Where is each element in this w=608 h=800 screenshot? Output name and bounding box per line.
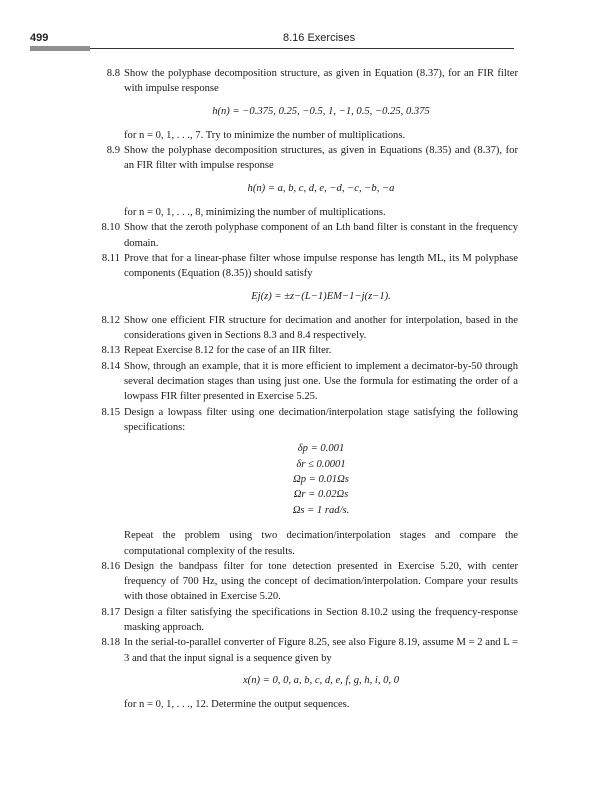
exercise-8-13 — [86, 343, 518, 358]
exercise-text: Show the polyphase decomposition structure, as given in Equation (8.37), for an FIR filter with impulse response — [124, 68, 518, 95]
exercise-text: Show one efficient FIR structure for decimation and another for interpolation, based in the considerations given in Sections 8.3 and 8.4 respectively. — [124, 314, 518, 342]
specification-list — [124, 441, 518, 518]
spec-line: Ωr = 0.02Ωs — [293, 489, 349, 501]
exercise-text: Repeat Exercise 8.12 for the case of an IIR filter. — [124, 345, 332, 357]
exercise-number: 8.14 — [101, 360, 120, 372]
spec-line: Ωs = 1 rad/s. — [292, 504, 350, 516]
exercise-number: 8.12 — [101, 314, 120, 326]
exercise-continuation: for n = 0, 1, . . ., 8, minimizing the number of multiplications. — [124, 207, 386, 219]
header-tab-bar — [30, 46, 90, 51]
exercise-8-12 — [86, 313, 518, 344]
exercise-8-10 — [86, 220, 518, 251]
exercise-8-16 — [86, 559, 518, 605]
exercise-number: 8.9 — [106, 145, 120, 157]
equation: h(n) = a, b, c, d, e, −d, −c, −b, −a — [247, 182, 395, 194]
equation: x(n) = 0, 0, a, b, c, d, e, f, g, h, i, 0, 0 — [242, 674, 400, 686]
page-number: 499 — [30, 32, 49, 44]
exercise-text: In the serial-to-parallel converter of Figure 8.25, see also Figure 8.19, assume M = 2 and L = 3 and that the input signal is a sequence given by — [124, 637, 518, 664]
exercise-number: 8.8 — [106, 68, 120, 79]
exercise-continuation: for n = 0, 1, . . ., 12. Determine the output sequences. — [124, 699, 350, 711]
spec-line: δp = 0.001 — [297, 443, 345, 455]
equation: h(n) = −0.375, 0.25, −0.5, 1, −1, 0.5, −0.25, 0.375 — [212, 105, 430, 117]
exercise-number: 8.16 — [101, 560, 120, 572]
exercise-text: Design a filter satisfying the specifications in Section 8.10.2 using the frequency-response masking approach. — [124, 606, 518, 634]
exercise-text: Design the bandpass filter for tone detection presented in Exercise 5.20, with center frequency of 700 Hz, using the concept of decimation/interpolation. Compare your results with those obtained in Exercise 5.20. — [124, 560, 518, 603]
exercise-number: 8.10 — [101, 222, 120, 234]
exercise-8-18 — [86, 635, 518, 712]
exercise-continuation: for n = 0, 1, . . ., 7. Try to minimize the number of multiplications. — [124, 129, 406, 141]
exercise-number: 8.15 — [101, 406, 120, 418]
exercise-text: Design a lowpass filter using one decimation/interpolation stage satisfying the following specifications: — [124, 406, 518, 433]
header-rule — [90, 48, 514, 49]
exercise-list — [86, 66, 518, 713]
exercise-number: 8.17 — [101, 606, 120, 618]
exercise-8-17 — [86, 605, 518, 636]
exercise-text: Prove that for a linear-phase filter whose impulse response has length ML, its M polyphase components (Equation (8.35)) should satisfy — [124, 252, 518, 280]
exercise-8-15 — [86, 405, 518, 559]
page-header — [30, 30, 514, 48]
running-head: 8.16 Exercises — [283, 32, 356, 44]
exercise-number: 8.11 — [101, 252, 120, 264]
exercise-continuation: Repeat the problem using two decimation/interpolation stages and compare the computational complexity of the results. — [124, 530, 518, 557]
spec-line: δr ≤ 0.0001 — [296, 458, 346, 470]
exercise-number: 8.18 — [101, 637, 120, 649]
exercise-number: 8.13 — [101, 345, 120, 357]
exercise-8-14 — [86, 359, 518, 405]
exercise-8-8 — [86, 66, 518, 143]
exercise-text: Show, through an example, that it is more efficient to implement a decimator-by-50 through several decimation stages than using just one. Use the formula for estimating the order of a lowpass FIR filter presented in Exercise 5.25. — [124, 360, 518, 403]
equation: Ej(z) = ±z−(L−1)EM−1−j(z−1). — [251, 290, 391, 302]
exercise-text: Show the polyphase decomposition structures, as given in Equations (8.35) and (8.37), for an FIR filter with impulse response — [124, 145, 518, 172]
exercise-8-9 — [86, 143, 518, 220]
spec-line: Ωp = 0.01Ωs — [293, 474, 349, 486]
exercise-text: Show that the zeroth polyphase component of an Lth band filter is constant in the frequency domain. — [124, 222, 518, 249]
exercise-8-11 — [86, 251, 518, 304]
